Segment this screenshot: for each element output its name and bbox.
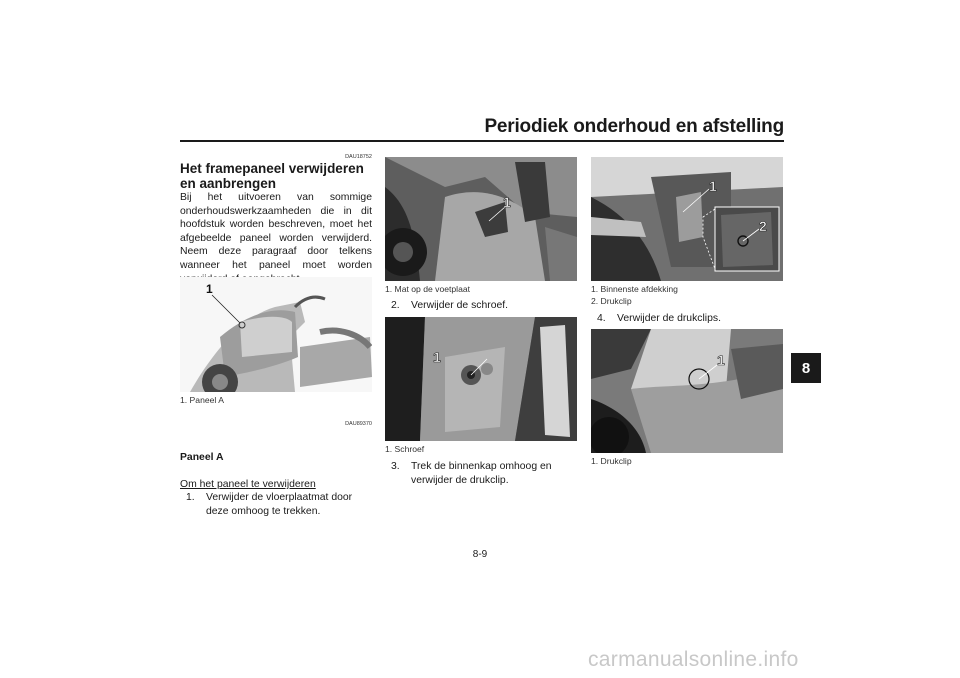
- step-text: Trek de binnenkap omhoog en verwijder de drukclip.: [411, 461, 552, 486]
- step-number: 1.: [186, 492, 195, 503]
- push-clips-photo: [591, 329, 783, 453]
- figure-callout: 1: [206, 282, 213, 296]
- figure-caption: 1. Drukclip: [591, 456, 632, 466]
- inner-cover-photo: [591, 157, 783, 281]
- procedure-title: Om het paneel te verwijderen: [180, 479, 316, 490]
- step-3: [391, 460, 577, 487]
- reference-code: DAU18752: [345, 154, 372, 160]
- figure-callout: 1: [433, 349, 441, 365]
- screw-photo: [385, 317, 577, 441]
- subheading: Paneel A: [180, 452, 224, 463]
- watermark: carmanualsonline.info: [588, 648, 799, 671]
- figure-callout: 1: [503, 194, 511, 210]
- figure-inner-cover: [591, 157, 783, 281]
- figure-screw: [385, 317, 577, 441]
- figure-callout: 1: [717, 352, 725, 368]
- step-text: Verwijder de schroef.: [411, 300, 509, 311]
- figure-floor-mat: [385, 157, 577, 281]
- figure-caption: 1. Schroef: [385, 444, 425, 454]
- step-1: [186, 491, 374, 518]
- scooter-illustration: [180, 277, 372, 392]
- figure-caption-1: 1. Binnenste afdekking: [591, 284, 678, 294]
- step-number: 2.: [391, 300, 400, 311]
- figure-caption: 1. Mat op de voetplaat: [385, 284, 471, 294]
- step-2: [391, 299, 577, 313]
- intro-paragraph: Bij het uitvoeren van sommige onderhoudswerkzaamheden die in dit hoofdstuk worden beschreven, moet het afgebeelde paneel worden verwijderd. Neem deze paragraaf door telkens wanneer het paneel moet worden: [180, 192, 372, 271]
- page-title: Periodiek onderhoud en afstelling: [484, 116, 784, 137]
- figure-caption: 1. Paneel A: [180, 395, 224, 405]
- floor-mat-photo: [385, 157, 577, 281]
- step-text: Verwijder de drukclips.: [617, 313, 721, 324]
- figure-caption-2: 2. Drukclip: [591, 296, 632, 306]
- figure-callout-1: 1: [709, 178, 717, 194]
- page-number: 8-9: [472, 549, 488, 560]
- figure-push-clips: [591, 329, 783, 453]
- chapter-tab[interactable]: 8: [791, 353, 821, 383]
- section-heading: Het framepaneel verwijderen en aanbrengen: [180, 161, 364, 191]
- figure-panel-a: [180, 277, 372, 392]
- step-4: [597, 312, 783, 326]
- step-number: 4.: [597, 313, 606, 324]
- figure-callout-2: 2: [759, 218, 767, 234]
- step-text: Verwijder de vloerplaatmat door deze omhoog te trekken.: [206, 492, 353, 517]
- header-rule: [180, 140, 784, 142]
- step-number: 3.: [391, 461, 400, 472]
- reference-code: DAU89370: [345, 421, 372, 427]
